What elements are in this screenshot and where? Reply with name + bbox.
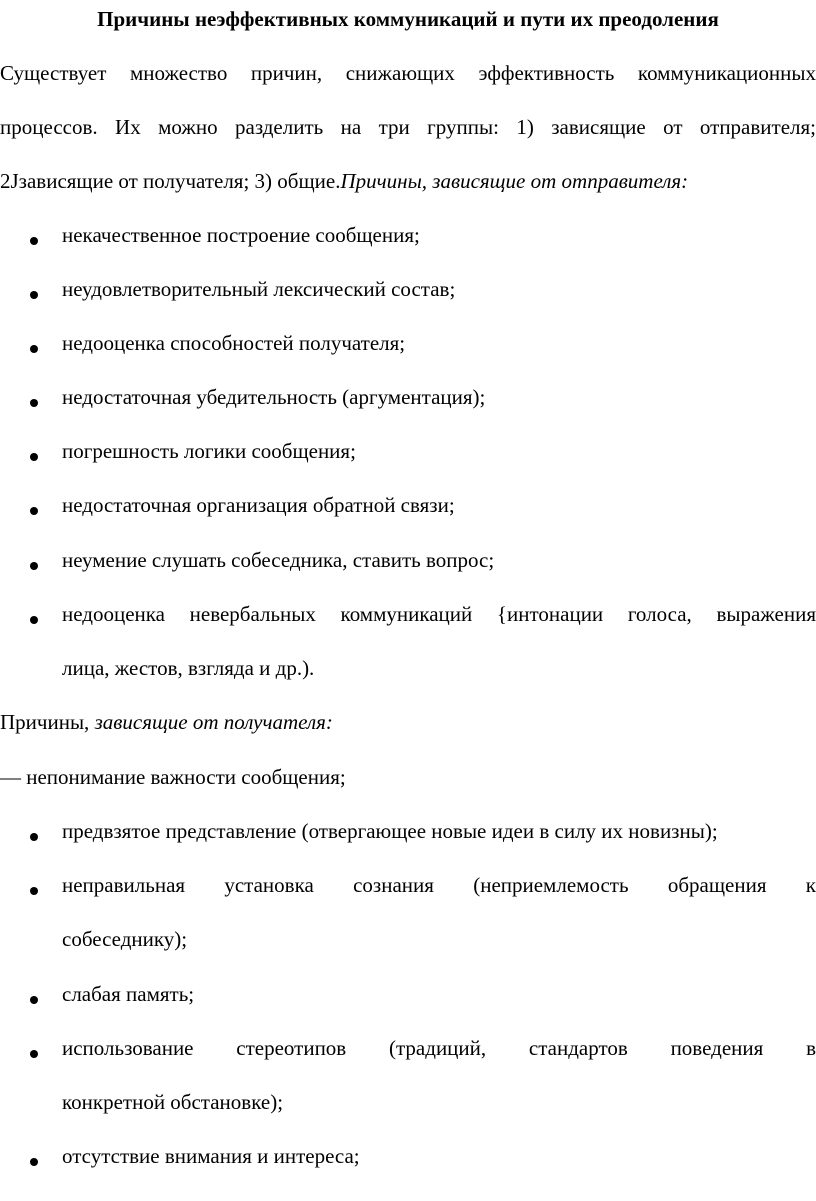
list-item: недооценка способностей получателя; (62, 331, 406, 355)
intro-text: 2Jзависящие от получателя; 3) общие. (0, 169, 341, 193)
bullet-icon (30, 996, 38, 1004)
list-item: недостаточная убедительность (аргументация); (62, 385, 486, 409)
list-item: отсутствие внимания и интереса; (62, 1144, 360, 1168)
list-item: недостаточная организация обратной связи; (62, 493, 455, 517)
list-item-continuation: конкретной обстановке); (62, 1090, 284, 1114)
dash-item: — непонимание важности сообщения; (0, 765, 346, 789)
bullet-icon (30, 887, 38, 895)
document-title: Причины неэффективных коммуникаций и пути их преодоления (97, 7, 719, 31)
list-item-continuation: собеседнику); (62, 927, 188, 951)
bullet-icon (30, 291, 38, 299)
bullet-icon (30, 507, 38, 515)
sender-heading: Причины, зависящие от отправителя: (340, 169, 689, 193)
intro-line: процессов. Их можно разделить на три группы: 1) зависящие от отправителя; (0, 115, 816, 139)
bullet-icon (30, 399, 38, 407)
list-item: слабая память; (62, 982, 195, 1006)
bullet-icon (30, 237, 38, 245)
intro-line: Существует множество причин, снижающих эффективность коммуникационных (0, 61, 816, 85)
list-item: неумение слушать собеседника, ставить вопрос; (62, 548, 495, 572)
list-item: неудовлетворительный лексический состав; (62, 277, 456, 301)
list-item: недооценка невербальных коммуникаций {интонации голоса, выражения (62, 602, 816, 626)
list-item-continuation: лица, жестов, взгляда и др.). (62, 656, 315, 680)
list-item: предвзятое представление (отвергающее новые идеи в силу их новизны); (62, 819, 718, 843)
list-item: некачественное построение сообщения; (62, 223, 420, 247)
list-item: неправильная установка сознания (неприемлемость обращения к (62, 873, 816, 897)
list-item: погрешность логики сообщения; (62, 439, 356, 463)
bullet-icon (30, 1050, 38, 1058)
bullet-icon (30, 345, 38, 353)
bullet-icon (30, 1158, 38, 1166)
bullet-icon (30, 453, 38, 461)
receiver-heading-plain: Причины, (0, 710, 95, 734)
intro-line (0, 166, 816, 220)
receiver-heading-italic: зависящие от получателя: (94, 710, 333, 734)
bullet-icon (30, 833, 38, 841)
list-item: использование стереотипов (традиций, стандартов поведения в (62, 1036, 816, 1060)
bullet-icon (30, 562, 38, 570)
receiver-heading (0, 707, 816, 761)
bullet-icon (30, 616, 38, 624)
